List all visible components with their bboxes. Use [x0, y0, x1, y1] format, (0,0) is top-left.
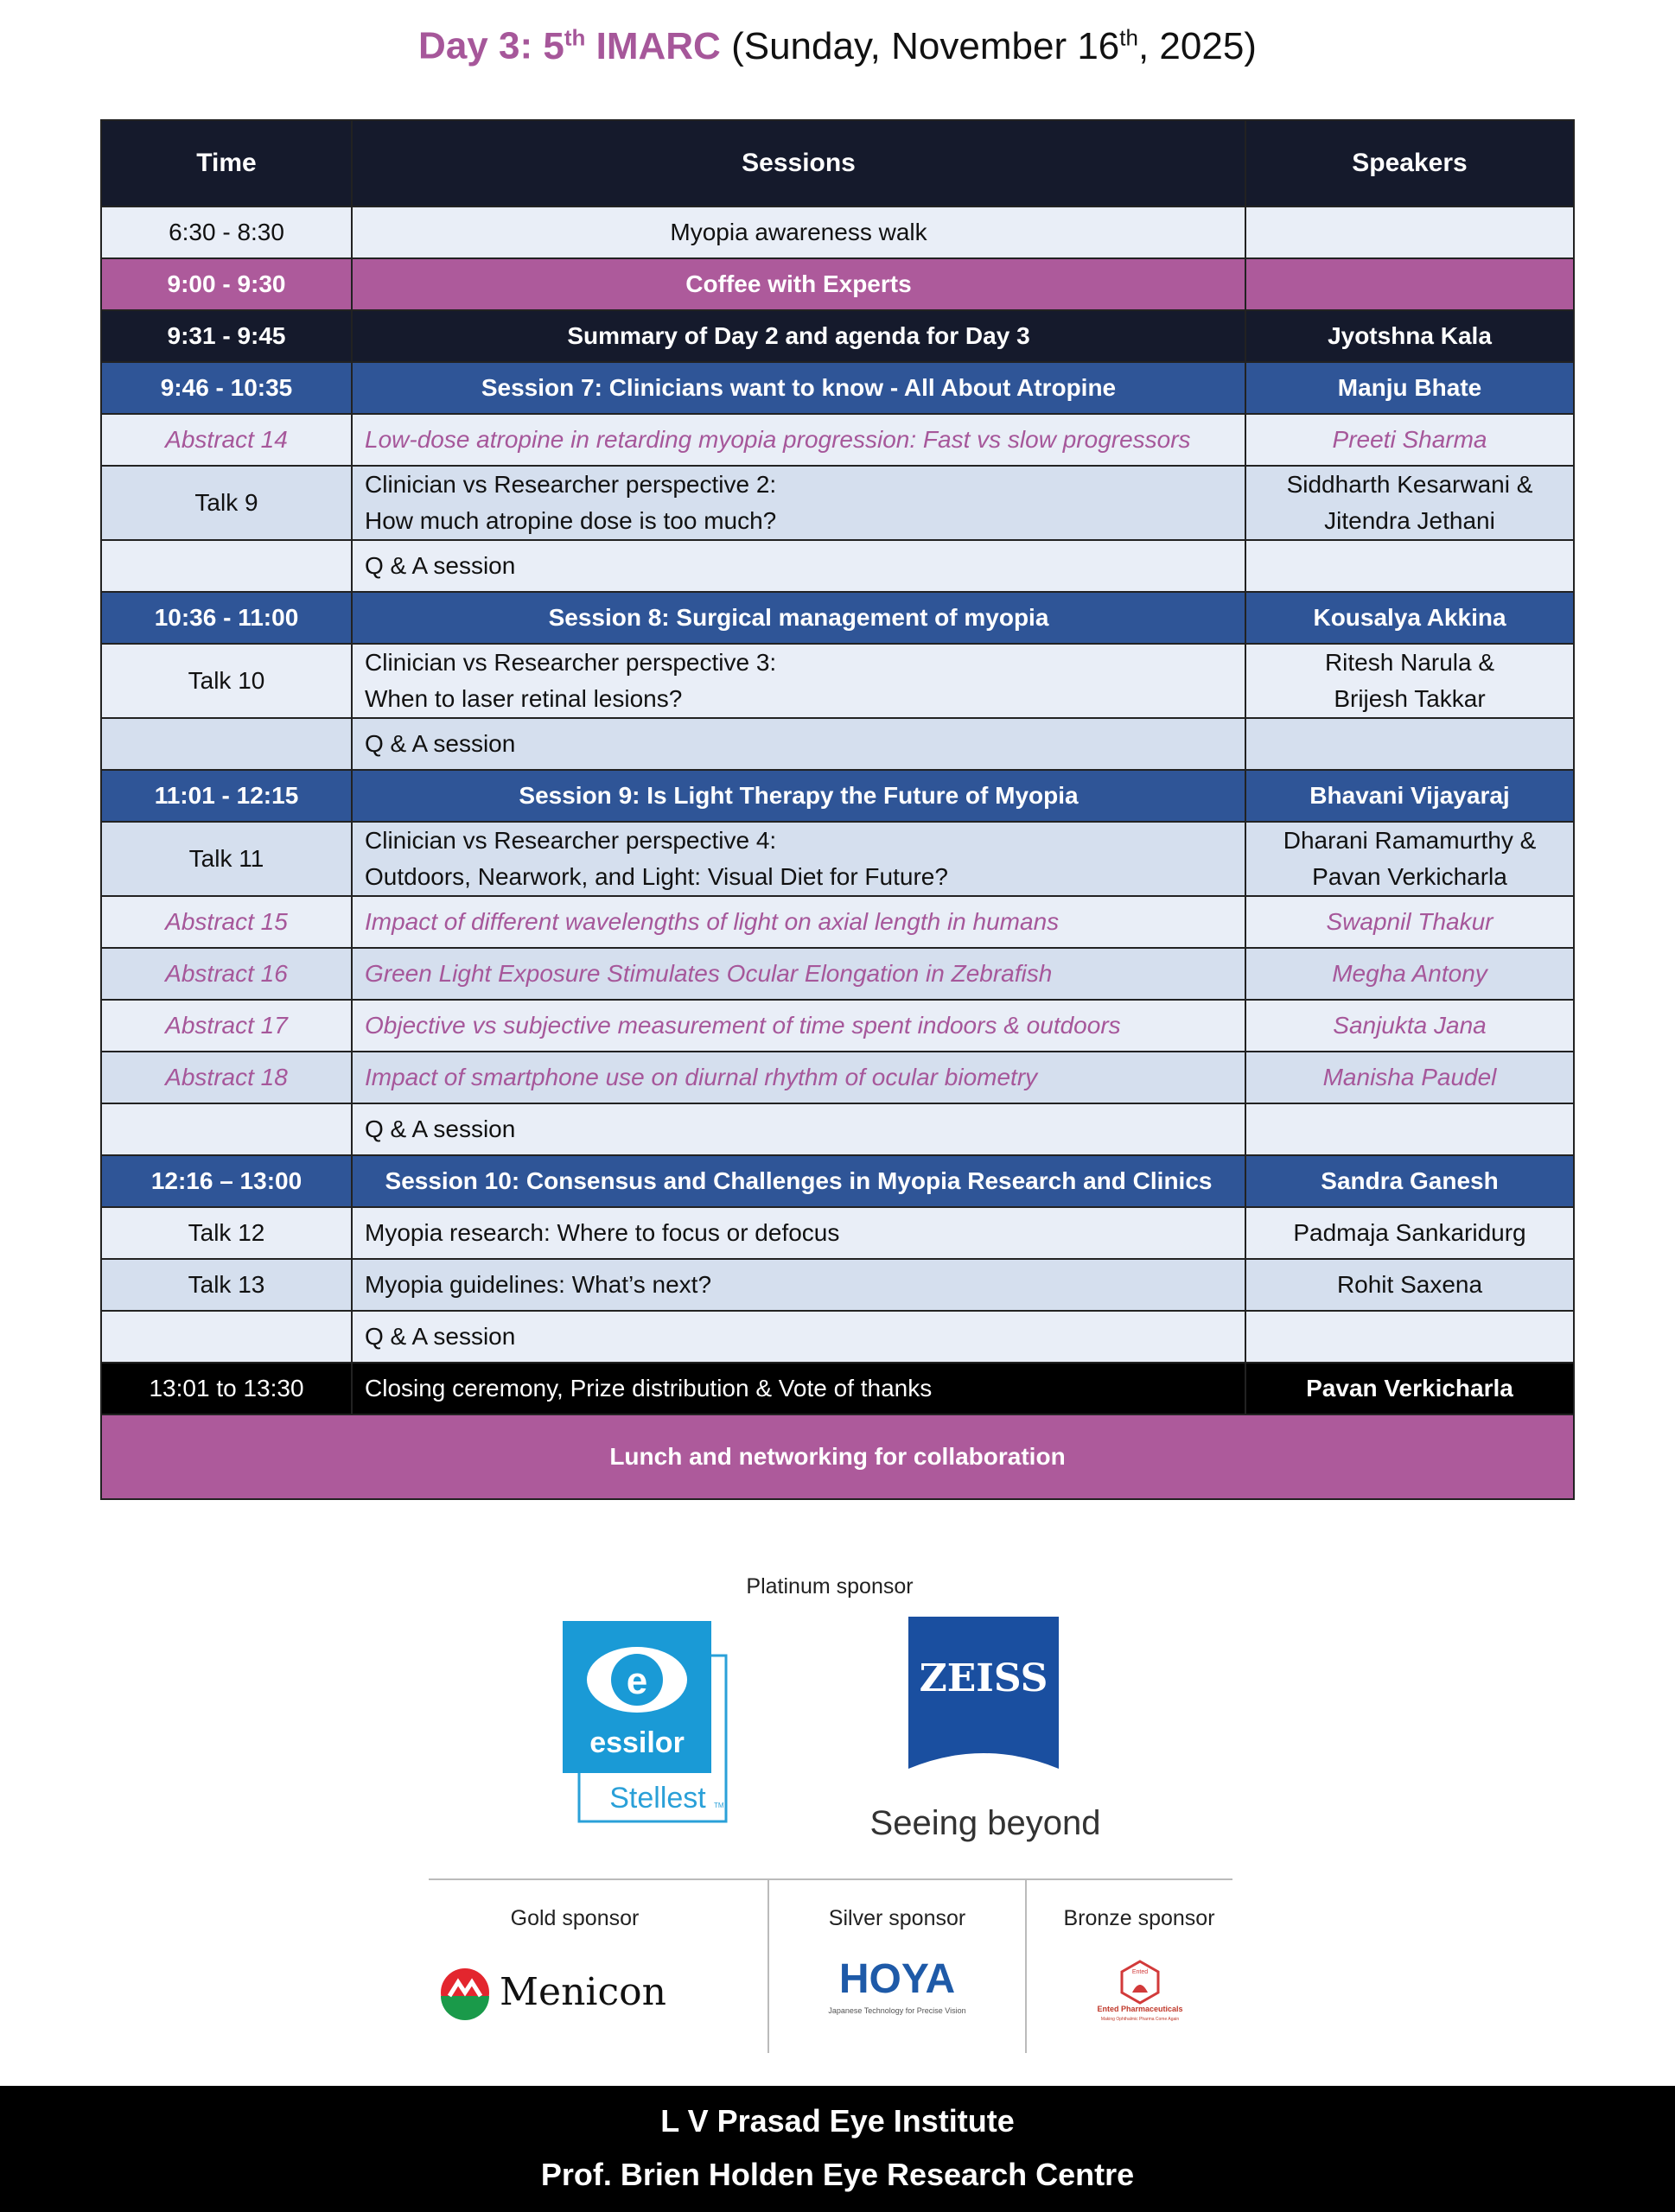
- row-time: Abstract 16: [101, 948, 352, 1000]
- row-speaker: Jyotshna Kala: [1245, 310, 1574, 362]
- svg-text:Ented Pharmaceuticals: Ented Pharmaceuticals: [1097, 2005, 1183, 2013]
- svg-text:essilor: essilor: [589, 1726, 685, 1759]
- table-row: [101, 896, 1574, 948]
- row-speaker: Preeti Sharma: [1245, 414, 1574, 466]
- table-row: [101, 822, 1574, 896]
- row-speaker: Kousalya Akkina: [1245, 592, 1574, 644]
- row-speaker: Manju Bhate: [1245, 362, 1574, 414]
- row-speaker: [1245, 1311, 1574, 1363]
- menicon-logo: [439, 1961, 714, 2022]
- row-time: 12:16 – 13:00: [101, 1155, 352, 1207]
- table-row: [101, 1207, 1574, 1259]
- table-row: [101, 644, 1574, 718]
- row-time: [101, 1103, 352, 1155]
- row-session: Green Light Exposure Stimulates Ocular Elongation in Zebrafish: [352, 948, 1245, 1000]
- row-speaker: [1245, 258, 1574, 310]
- bronze-sponsor-label: Bronze sponsor: [1063, 1906, 1215, 1930]
- row-time: Abstract 15: [101, 896, 352, 948]
- row-speaker: Manisha Paudel: [1245, 1052, 1574, 1103]
- row-time: 6:30 - 8:30: [101, 207, 352, 258]
- table-row: [101, 948, 1574, 1000]
- row-speaker: Sandra Ganesh: [1245, 1155, 1574, 1207]
- row-speaker: [1245, 540, 1574, 592]
- row-session: Session 10: Consensus and Challenges in Myopia Research and Clinics: [352, 1155, 1245, 1207]
- row-speaker: Siddharth Kesarwani & Jitendra Jethani: [1245, 466, 1574, 540]
- row-session: Clinician vs Researcher perspective 2: How much atropine dose is too much?: [352, 466, 1245, 540]
- zeiss-tagline: Seeing beyond: [869, 1804, 1101, 1842]
- svg-text:Ented: Ented: [1131, 1969, 1149, 1975]
- row-time: Talk 10: [101, 644, 352, 718]
- gold-sponsor-label: Gold sponsor: [510, 1906, 640, 1930]
- row-time: 10:36 - 11:00: [101, 592, 352, 644]
- platinum-sponsor-label: Platinum sponsor: [746, 1574, 914, 1599]
- zeiss-logo: [908, 1617, 1059, 1769]
- svg-text:ZEISS: ZEISS: [919, 1656, 1048, 1700]
- row-time: [101, 1311, 352, 1363]
- table-row: [101, 1363, 1574, 1414]
- title-event: 5th IMARC: [543, 24, 721, 67]
- svg-text:Japanese Technology for Precis: Japanese Technology for Precise Vision: [828, 2006, 966, 2015]
- row-session: Low-dose atropine in retarding myopia progression: Fast vs slow progressors: [352, 414, 1245, 466]
- ented-pharmaceuticals-logo: [1089, 1958, 1191, 2024]
- row-speaker: Pavan Verkicharla: [1245, 1363, 1574, 1414]
- row-session: Summary of Day 2 and agenda for Day 3: [352, 310, 1245, 362]
- table-row: [101, 1000, 1574, 1052]
- row-session: Q & A session: [352, 1103, 1245, 1155]
- table-row: [101, 362, 1574, 414]
- table-row: [101, 258, 1574, 310]
- table-row: [101, 1311, 1574, 1363]
- row-speaker: [1245, 207, 1574, 258]
- row-speaker: Megha Antony: [1245, 948, 1574, 1000]
- svg-text:TM: TM: [714, 1802, 724, 1809]
- agenda-table: [100, 119, 1575, 1500]
- table-row: [101, 466, 1574, 540]
- row-speaker: Swapnil Thakur: [1245, 896, 1574, 948]
- page-title: [0, 24, 1675, 68]
- row-speaker: [1245, 718, 1574, 770]
- row-session: Objective vs subjective measurement of time spent indoors & outdoors: [352, 1000, 1245, 1052]
- row-session: Myopia research: Where to focus or defocus: [352, 1207, 1245, 1259]
- table-row: [101, 718, 1574, 770]
- svg-text:Stellest: Stellest: [609, 1782, 706, 1815]
- table-row: [101, 770, 1574, 822]
- title-day: Day 3:: [418, 24, 533, 67]
- table-row: [101, 207, 1574, 258]
- row-session: Closing ceremony, Prize distribution & Vote of thanks: [352, 1363, 1245, 1414]
- row-speaker: Bhavani Vijayaraj: [1245, 770, 1574, 822]
- row-session: Session 7: Clinicians want to know - All About Atropine: [352, 362, 1245, 414]
- table-header-row: [101, 120, 1574, 207]
- row-time: Abstract 14: [101, 414, 352, 466]
- header-time: Time: [101, 120, 352, 207]
- row-session: Myopia awareness walk: [352, 207, 1245, 258]
- row-time: Talk 9: [101, 466, 352, 540]
- svg-text:Making Ophthalmic Pharma Come: Making Ophthalmic Pharma Come Again: [1100, 2017, 1180, 2022]
- footer-line-1: L V Prasad Eye Institute: [660, 2103, 1015, 2139]
- header-speakers: Speakers: [1245, 120, 1574, 207]
- row-session: Myopia guidelines: What’s next?: [352, 1259, 1245, 1311]
- footer-line-2: Prof. Brien Holden Eye Research Centre: [540, 2157, 1135, 2192]
- row-session: Session 9: Is Light Therapy the Future of Myopia: [352, 770, 1245, 822]
- row-time: 9:00 - 9:30: [101, 258, 352, 310]
- footer: [0, 2086, 1675, 2212]
- row-speaker: Rohit Saxena: [1245, 1259, 1574, 1311]
- svg-text:e: e: [626, 1660, 648, 1702]
- row-time: 9:31 - 9:45: [101, 310, 352, 362]
- silver-sponsor-label: Silver sponsor: [828, 1906, 966, 1930]
- table-row: [101, 540, 1574, 592]
- row-time: [101, 718, 352, 770]
- row-session: Clinician vs Researcher perspective 3: When to laser retinal lesions?: [352, 644, 1245, 718]
- row-speaker: Sanjukta Jana: [1245, 1000, 1574, 1052]
- row-session: Q & A session: [352, 1311, 1245, 1363]
- hoya-logo: [821, 1955, 973, 2024]
- svg-text:Menicon: Menicon: [500, 1970, 666, 2014]
- row-session: Coffee with Experts: [352, 258, 1245, 310]
- row-speaker: Padmaja Sankaridurg: [1245, 1207, 1574, 1259]
- table-row: [101, 592, 1574, 644]
- title-date: (Sunday, November 16th, 2025): [731, 24, 1257, 67]
- table-row: [101, 1103, 1574, 1155]
- row-time: 9:46 - 10:35: [101, 362, 352, 414]
- row-time: 11:01 - 12:15: [101, 770, 352, 822]
- header-sessions: Sessions: [352, 120, 1245, 207]
- row-time: Talk 13: [101, 1259, 352, 1311]
- row-time: 13:01 to 13:30: [101, 1363, 352, 1414]
- row-session: Impact of smartphone use on diurnal rhythm of ocular biometry: [352, 1052, 1245, 1103]
- row-session: Impact of different wavelengths of light on axial length in humans: [352, 896, 1245, 948]
- row-time: Talk 12: [101, 1207, 352, 1259]
- row-session: Clinician vs Researcher perspective 4: Outdoors, Nearwork, and Light: Visual Diet for Future?: [352, 822, 1245, 896]
- row-time: [101, 540, 352, 592]
- table-row: [101, 414, 1574, 466]
- table-row: [101, 1155, 1574, 1207]
- row-time: Abstract 18: [101, 1052, 352, 1103]
- row-speaker: [1245, 1103, 1574, 1155]
- table-row: [101, 1259, 1574, 1311]
- table-row: [101, 1052, 1574, 1103]
- row-session: Session 8: Surgical management of myopia: [352, 592, 1245, 644]
- lunch-row: [101, 1414, 1574, 1499]
- table-row: [101, 310, 1574, 362]
- essilor-stellest-logo: [563, 1621, 736, 1828]
- row-session: Q & A session: [352, 540, 1245, 592]
- row-time: Talk 11: [101, 822, 352, 896]
- row-session: Q & A session: [352, 718, 1245, 770]
- row-speaker: Ritesh Narula & Brijesh Takkar: [1245, 644, 1574, 718]
- svg-text:HOYA: HOYA: [838, 1956, 956, 2002]
- row-speaker: Dharani Ramamurthy & Pavan Verkicharla: [1245, 822, 1574, 896]
- sponsor-divider: [429, 1878, 1232, 1880]
- lunch-cell: Lunch and networking for collaboration: [101, 1414, 1574, 1499]
- row-time: Abstract 17: [101, 1000, 352, 1052]
